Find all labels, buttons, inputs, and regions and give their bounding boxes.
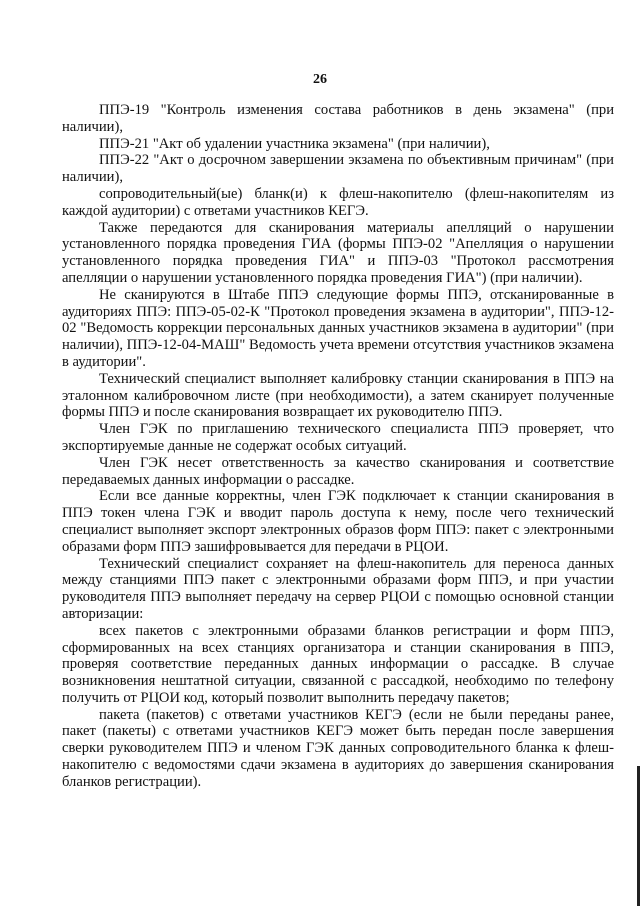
paragraph: Технический специалист сохраняет на флеш-накопитель для переноса данных между станциями ППЭ пакет с электронными образами форм ППЭ, и при участии руководителя ППЭ выполняет передачу на сервер РЦОИ с помощью основной станции авторизации:	[62, 555, 614, 622]
body-text	[62, 102, 614, 791]
paragraph: пакета (пакетов) с ответами участников КЕГЭ (если не были переданы ранее, пакет (пакеты) с ответами участников КЕГЭ может быть передан после завершения сверки руководителем ППЭ и членом ГЭК данных сопроводительного бланка к флеш-накопителю с ведомостями сдачи экзамена в аудиториях до завершения сканирования бланков регистрации).	[62, 706, 614, 790]
paragraph: Член ГЭК по приглашению технического специалиста ППЭ проверяет, что экспортируемые данные не содержат особых ситуаций.	[62, 421, 614, 454]
paragraph: Член ГЭК несет ответственность за качество сканирования и соответствие передаваемых данных информации о рассадке.	[62, 454, 614, 488]
paragraph: сопроводительный(ые) бланк(и) к флеш-накопителю (флеш-накопителям из каждой аудитории) с ответами участников КЕГЭ.	[62, 185, 614, 219]
page-number: 26	[313, 72, 327, 87]
paragraph: Технический специалист выполняет калибровку станции сканирования в ППЭ на эталонном калибровочном листе (при необходимости), а затем сканирует полученные формы ППЭ и после сканирования возвращает их руководителю ППЭ.	[62, 370, 614, 421]
paragraph: ППЭ-21 "Акт об удалении участника экзамена" (при наличии),	[99, 135, 490, 152]
paragraph: ППЭ-19 "Контроль изменения состава работников в день экзамена" (при наличии),	[62, 102, 614, 135]
paragraph: ППЭ-22 "Акт о досрочном завершении экзамена по объективным причинам" (при наличии),	[62, 152, 614, 186]
paragraph: Также передаются для сканирования материалы апелляций о нарушении установленного порядка проведения ГИА (формы ППЭ-02 "Апелляция о нарушении установленного порядка проведения ГИА" и ППЭ-03 "Протокол рассмотрения апелляции о нарушении установленного порядка проведения ГИА") (при наличии).	[62, 219, 614, 286]
paragraph: всех пакетов с электронными образами бланков регистрации и форм ППЭ, сформированных на всех станциях организатора и станции сканирования в ППЭ, проверяя соответствие переданных данных информации о рассадке. В случае возникновения нештатной ситуации, связанной с рассадкой, необходимо по телефону получить от РЦОИ код, который позволит выполнить передачу пакетов;	[62, 622, 614, 706]
paragraph: Не сканируются в Штабе ППЭ следующие формы ППЭ, отсканированные в аудиториях ППЭ: ППЭ-05-02-К "Протокол проведения экзамена в аудитории", ППЭ-12-02 "Ведомость коррекции персональных данных участников экзамена в аудитории" (при наличии), ППЭ-12-04-МАШ" Ведомость учета времени отсутствия участников экзамена в аудитории".	[62, 286, 614, 370]
paragraph: Если все данные корректны, член ГЭК подключает к станции сканирования в ППЭ токен члена ГЭК и вводит пароль доступа к нему, после чего технический специалист выполняет экспорт электронных образов форм ППЭ: пакет с электронными образами форм ППЭ зашифровывается для передачи в РЦОИ.	[62, 488, 614, 555]
